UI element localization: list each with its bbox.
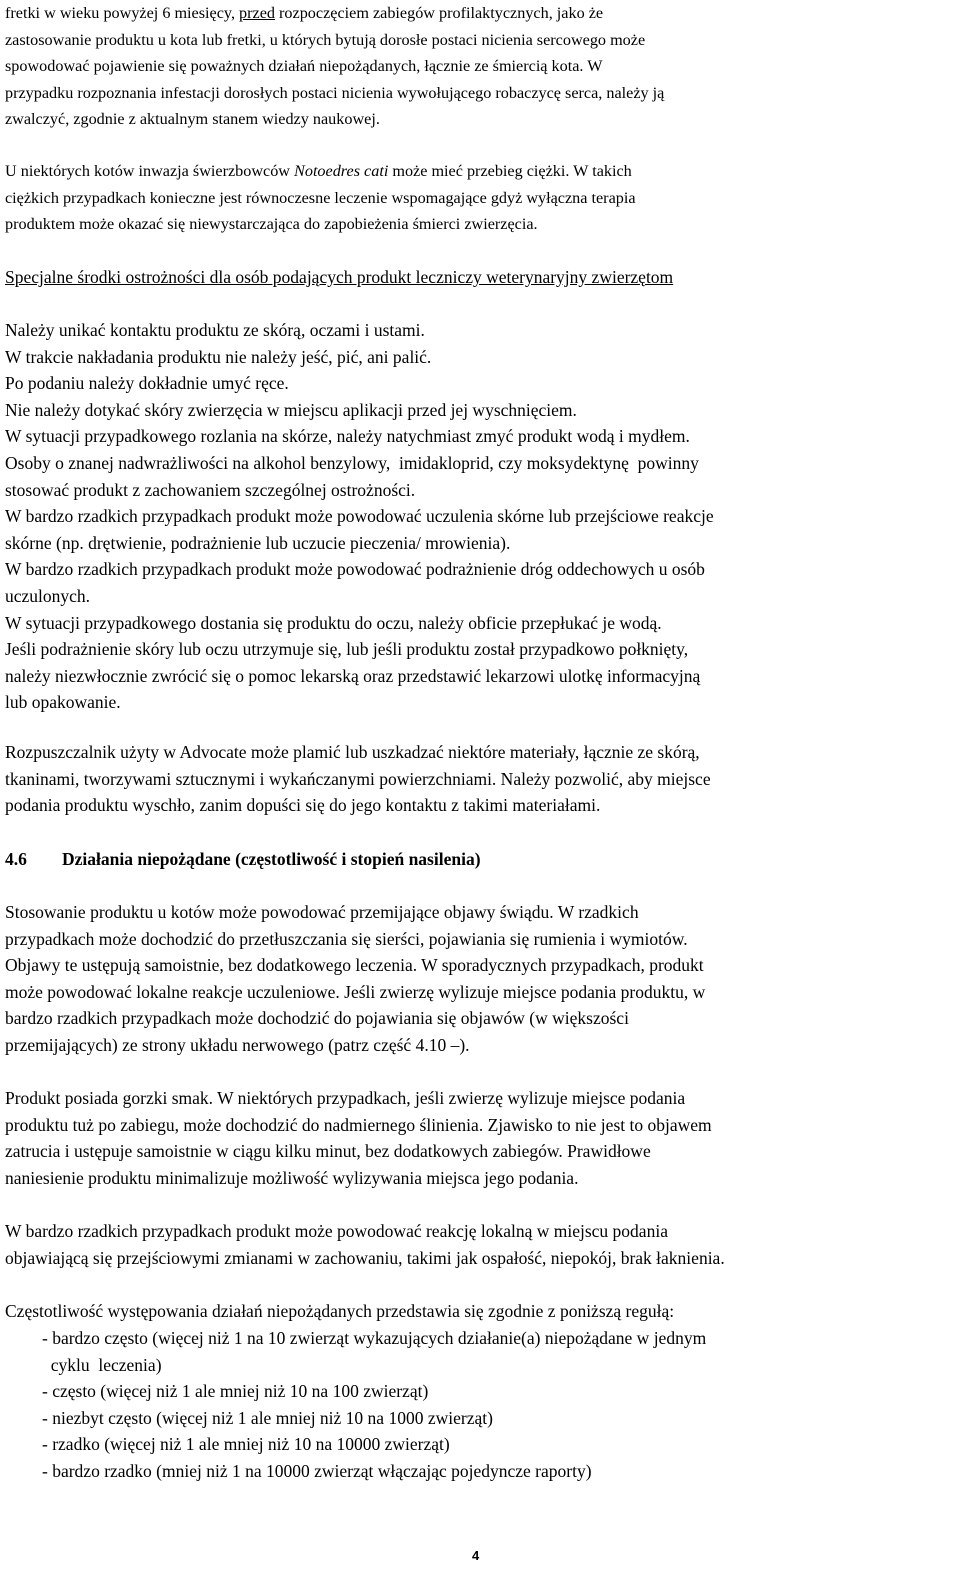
text-line: uczulonych. (5, 585, 91, 606)
adverse-effects-paragraph (5, 899, 705, 1059)
text-line: przemijających) ze strony układu nerwowego (patrz część 4.10 –). (5, 1034, 470, 1055)
section-title: Działania niepożądane (częstotliwość i stopień nasilenia) (62, 849, 481, 869)
text-line: Jeśli podrażnienie skóry lub oczu utrzymuje się, lub jeśli produktu został przypadkowo połknięty, (5, 639, 689, 660)
text-line: zatrucia i ustępuje samoistnie w ciągu kilku minut, bez dodatkowych zabiegów. Prawidłowe (5, 1141, 651, 1162)
underlined-word: przed (239, 4, 275, 22)
text-span: U niektórych kotów inwazja świerzbowców (5, 162, 295, 180)
notoedres-paragraph (5, 158, 636, 238)
precautions-block (5, 317, 714, 716)
text-line: lub opakowanie. (5, 692, 121, 713)
text-line: Należy unikać kontaktu produktu ze skórą, oczami i ustami. (5, 320, 425, 340)
text-line: przypadkach może dochodzić do przetłuszczania się sierści, pojawiania się rumienia i wymiotów. (5, 928, 688, 949)
section-heading (5, 846, 481, 873)
text-line: W sytuacji przypadkowego dostania się produktu do oczu, należy obficie przepłukać je wodą. (5, 612, 662, 633)
special-precautions-heading: Specjalne środki ostrożności dla osób podających produkt leczniczy weterynaryjny zwierzętom (5, 267, 674, 287)
text-line: bardzo rzadkich przypadkach może dochodzić do pojawiania się objawów (w większości (5, 1008, 629, 1029)
text-span: rozpoczęciem zabiegów profilaktycznych, jako że (275, 4, 604, 22)
text-line (5, 158, 636, 185)
intro-paragraph (5, 0, 664, 133)
frequency-intro: Częstotliwość występowania działań niepożądanych przedstawia się zgodnie z poniższą regułą: (5, 1301, 675, 1321)
text-line: produktem może okazać się niewystarczająca do zapobieżenia śmierci zwierzęcia. (5, 215, 538, 234)
text-span: może mieć przebieg ciężki. W takich (388, 162, 632, 180)
text-line: W bardzo rzadkich przypadkach produkt może powodować podrażnienie dróg oddechowych u osób (5, 559, 705, 580)
local-reaction-paragraph (5, 1218, 725, 1271)
text-line: ciężkich przypadkach konieczne jest równoczesne leczenie wspomagające gdyż wyłączna terapia (5, 188, 636, 207)
text-line: Produkt posiada gorzki smak. W niektórych przypadkach, jeśli zwierzę wylizuje miejsce podania (5, 1088, 686, 1108)
list-item: - rzadko (więcej niż 1 ale mniej niż 10 na 10000 zwierząt) (42, 1434, 450, 1455)
text-line (5, 0, 664, 27)
text-line: W bardzo rzadkich przypadkach produkt może powodować uczulenia skórne lub przejściowe reakcje (5, 506, 714, 527)
list-item: - niezbyt często (więcej niż 1 ale mniej niż 10 na 1000 zwierząt) (42, 1407, 493, 1428)
text-line: stosować produkt z zachowaniem szczególnej ostrożności. (5, 479, 416, 500)
list-item: - często (więcej niż 1 ale mniej niż 10 na 100 zwierząt) (42, 1381, 429, 1402)
text-line: tkaninami, tworzywami sztucznymi i wykańczanymi powierzchniami. Należy pozwolić, aby miejsce (5, 768, 711, 789)
bitter-taste-paragraph (5, 1085, 712, 1191)
text-line: Objawy te ustępują samoistnie, bez dodatkowego leczenia. W sporadycznych przypadkach, produkt (5, 955, 704, 976)
list-item: - bardzo często (więcej niż 1 na 10 zwierząt wykazujących działanie(a) niepożądane w jednym (42, 1328, 707, 1348)
section-number: 4.6 (5, 849, 27, 869)
text-line: produktu tuż po zabiegu, może dochodzić do nadmiernego ślinienia. Zjawisko to nie jest to objawem (5, 1114, 712, 1135)
text-line: Osoby o znanej nadwrażliwości na alkohol benzylowy, imidakloprid, czy moksydektynę powinny (5, 452, 699, 473)
text-line: spowodować pojawienie się poważnych działań niepożądanych, łącznie ze śmiercią kota. W (5, 57, 603, 76)
text-line: Po podaniu należy dokładnie umyć ręce. (5, 373, 289, 394)
text-line: zwalczyć, zgodnie z aktualnym stanem wiedzy naukowej. (5, 110, 380, 129)
text-line: podania produktu wyschło, zanim dopuści się do jego kontaktu z takimi materiałami. (5, 795, 601, 816)
list-item: - bardzo rzadko (mniej niż 1 na 10000 zwierząt włączając pojedyncze raporty) (42, 1460, 592, 1481)
list-item: cyklu leczenia) (42, 1354, 162, 1375)
text-line: Rozpuszczalnik użyty w Advocate może plamić lub uszkadzać niektóre materiały, łącznie ze skórą, (5, 742, 700, 762)
solvent-paragraph (5, 739, 711, 819)
text-line: skórne (np. drętwienie, podrażnienie lub uczucie pieczenia/ mrowienia). (5, 532, 511, 553)
text-line: Nie należy dotykać skóry zwierzęcia w miejscu aplikacji przed jej wyschnięciem. (5, 399, 577, 420)
species-name: Notoedres cati (294, 162, 389, 180)
text-line: należy niezwłocznie zwrócić się o pomoc lekarską oraz przedstawić lekarzowi ulotkę informacyjną (5, 665, 701, 686)
frequency-list (42, 1325, 942, 1485)
text-line: W bardzo rzadkich przypadkach produkt może powodować reakcję lokalną w miejscu podania (5, 1221, 668, 1241)
text-line: zastosowanie produktu u kota lub fretki, u których bytują dorosłe postaci nicienia sercowego może (5, 30, 646, 49)
text-line: może powodować lokalne reakcje uczuleniowe. Jeśli zwierzę wylizuje miejsce podania produktu, w (5, 981, 706, 1002)
text-line: Stosowanie produktu u kotów może powodować przemijające objawy świądu. W rzadkich (5, 902, 639, 922)
text-line: W sytuacji przypadkowego rozlania na skórze, należy natychmiast zmyć produkt wodą i mydłem. (5, 426, 690, 447)
text-line: naniesienie produktu minimalizuje możliwość wylizywania miejsca jego podania. (5, 1167, 579, 1188)
text-span: fretki w wieku powyżej 6 miesięcy, (5, 4, 240, 22)
text-line: W trakcie nakładania produktu nie należy jeść, pić, ani palić. (5, 346, 432, 367)
page-number: 4 (472, 1548, 480, 1563)
text-line: przypadku rozpoznania infestacji dorosłych postaci nicienia wywołującego robaczycę serca, należy ją (5, 83, 665, 102)
text-line: objawiającą się przejściowymi zmianami w zachowaniu, takimi jak ospałość, niepokój, brak łaknienia. (5, 1247, 725, 1268)
